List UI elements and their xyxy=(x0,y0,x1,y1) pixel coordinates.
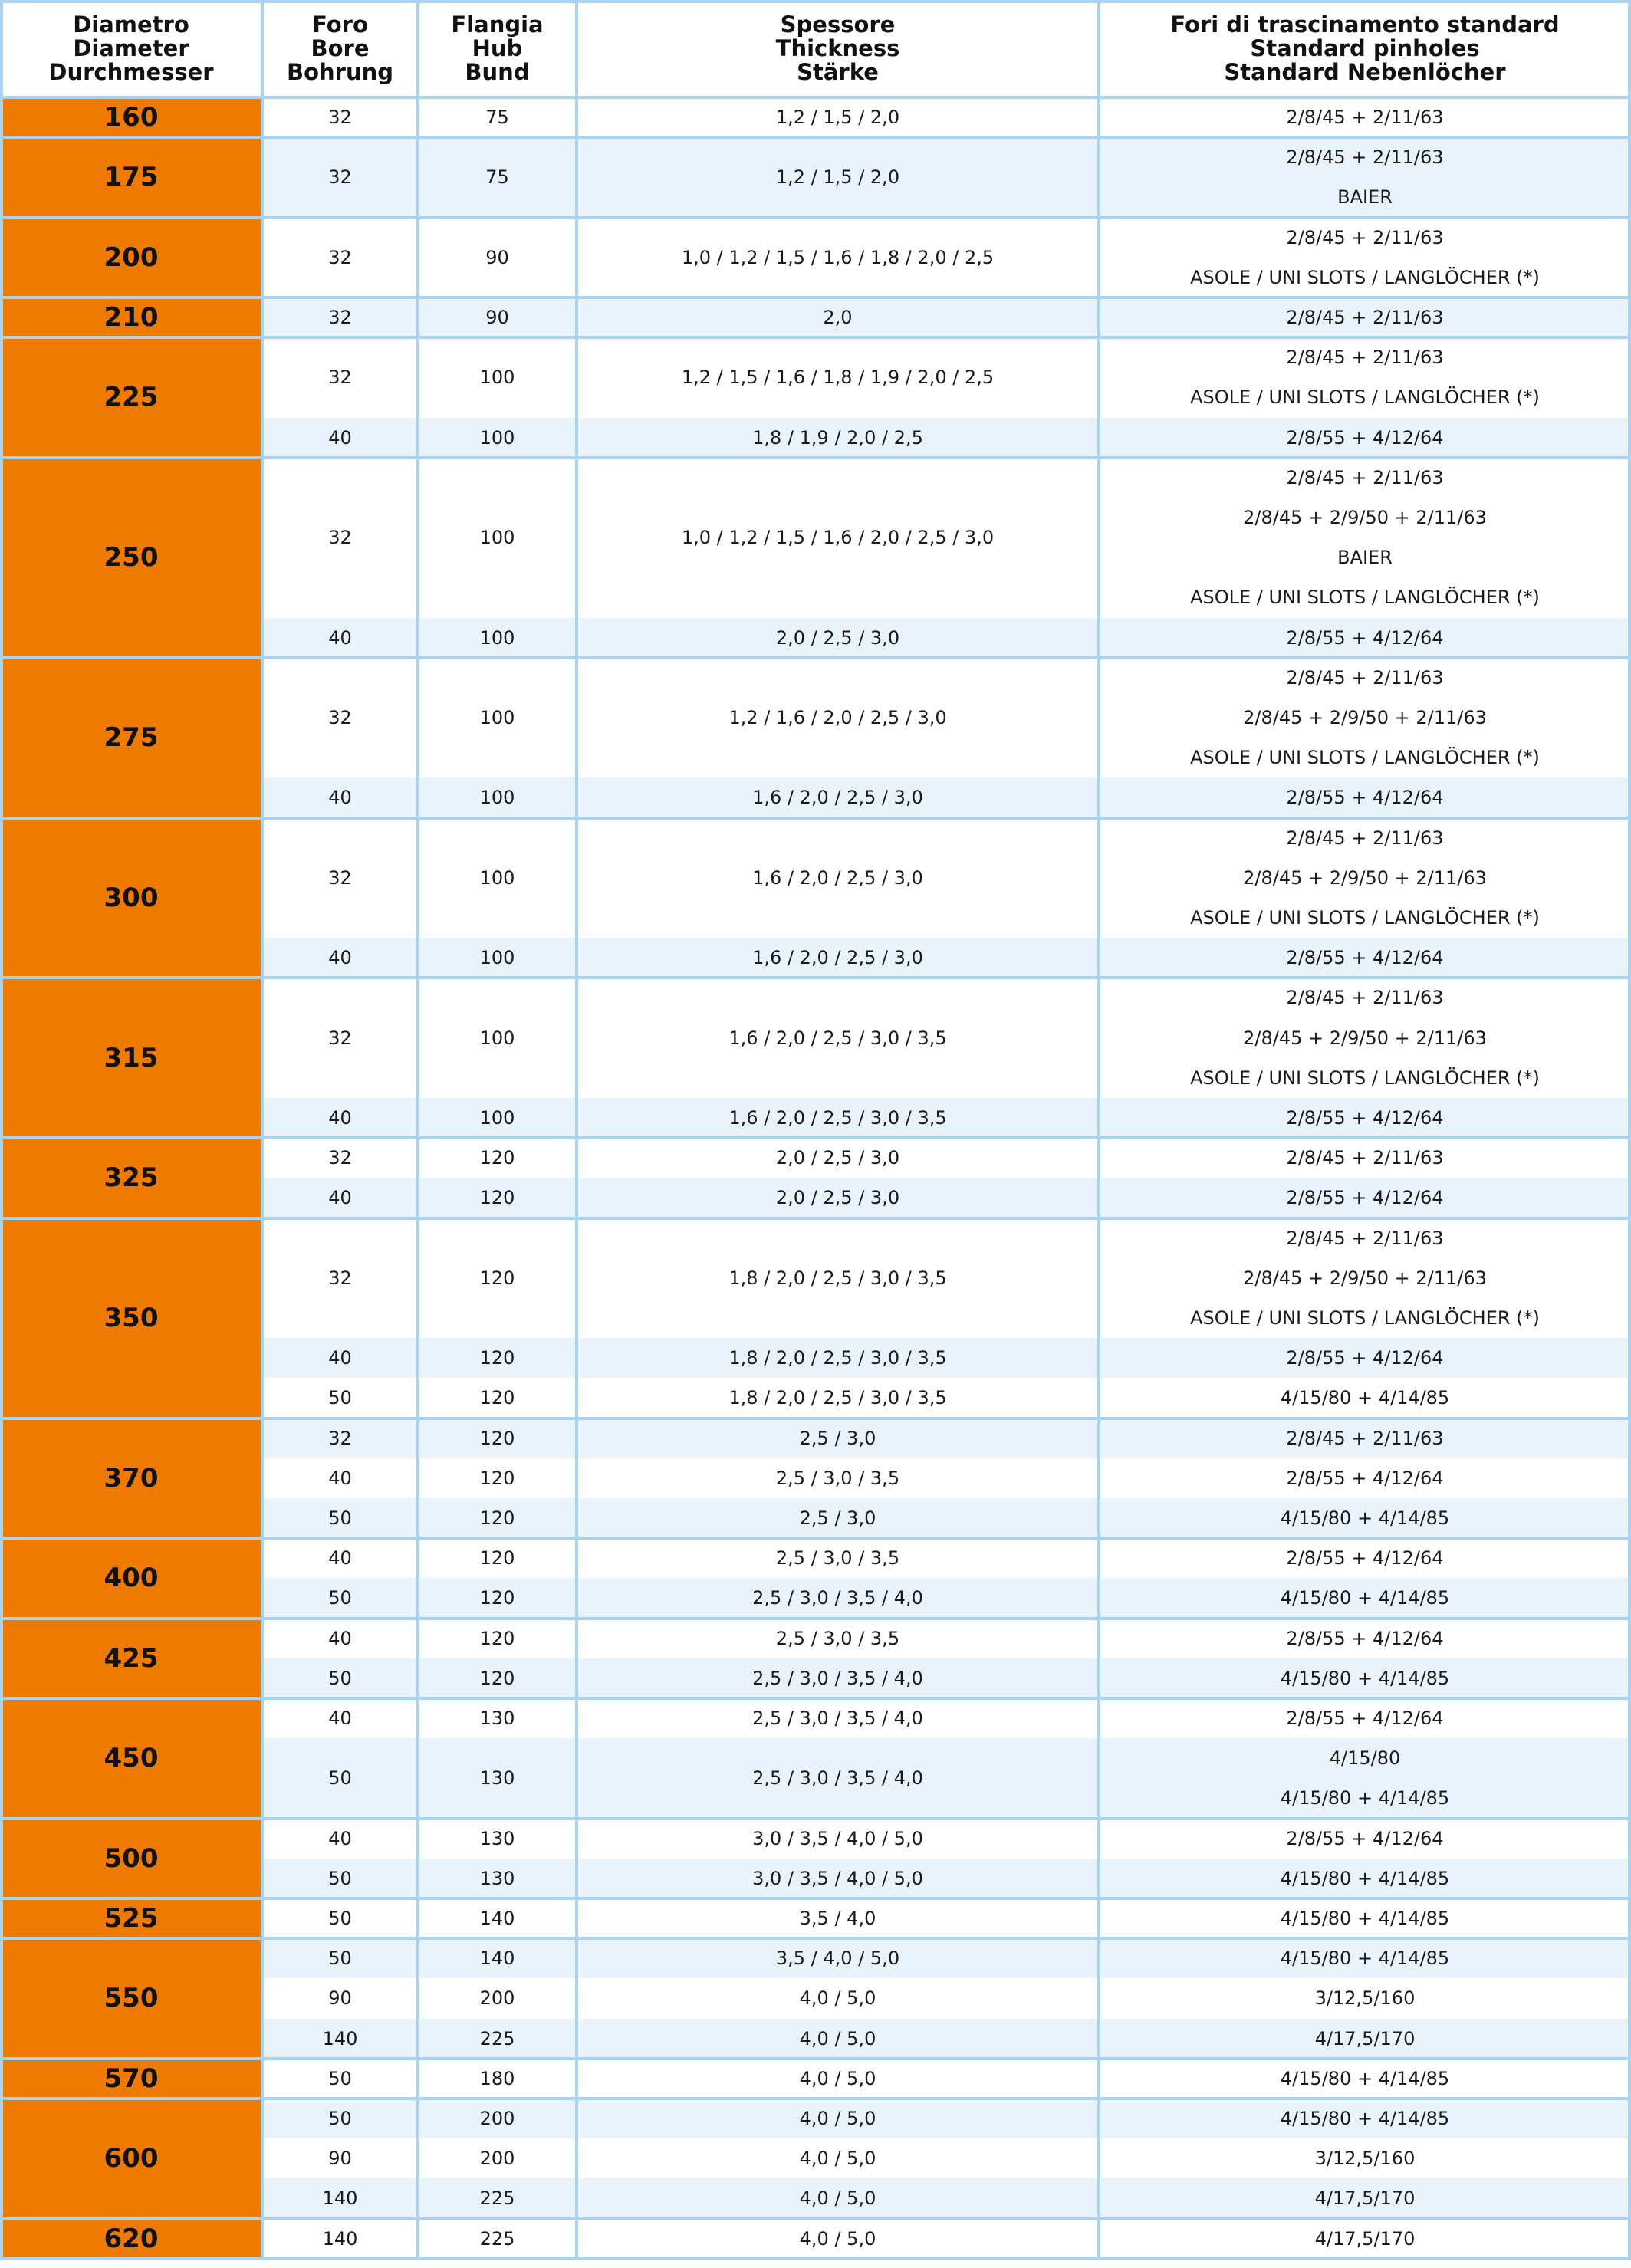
cell-hub: 200 xyxy=(479,2108,515,2130)
cell-hub: 200 xyxy=(479,2148,515,2170)
diameter-value: 210 xyxy=(104,302,159,334)
cell-bore: 32 xyxy=(328,866,352,889)
cell-pinholes: 3/12,5/160 xyxy=(1314,2148,1416,2170)
cell-thickness: 2,5 / 3,0 / 3,5 / 4,0 xyxy=(752,1587,923,1609)
cell-bore: 40 xyxy=(328,1708,352,1730)
cell-bore: 40 xyxy=(328,1547,352,1570)
cell-thickness: 2,5 / 3,0 / 3,5 / 4,0 xyxy=(752,1708,923,1730)
cell-pinholes: 2/8/45 + 2/11/63 xyxy=(1286,107,1444,129)
cell-hub: 100 xyxy=(479,707,515,729)
cell-hub: 120 xyxy=(479,1467,515,1489)
diameter-value: 275 xyxy=(104,722,159,754)
cell-pinholes: 4/15/80 + 4/14/85 xyxy=(1280,1867,1450,1889)
diameter-value: 315 xyxy=(104,1042,159,1073)
cell-pinholes: ASOLE / UNI SLOTS / LANGLÖCHER (*) xyxy=(1190,386,1540,409)
cell-hub: 130 xyxy=(479,1708,515,1730)
cell-hub: 100 xyxy=(479,947,515,969)
cell-pinholes: 4/15/80 xyxy=(1329,1747,1401,1770)
cell-pinholes: 2/8/45 + 2/11/63 xyxy=(1286,226,1444,248)
header-diameter-line: Diameter xyxy=(73,35,189,61)
cell-thickness: 3,0 / 3,5 / 4,0 / 5,0 xyxy=(752,1867,923,1889)
cell-pinholes: 4/15/80 + 4/14/85 xyxy=(1280,2108,1450,2130)
grid-line xyxy=(0,1537,1631,1540)
cell-thickness: 2,5 / 3,0 / 3,5 xyxy=(775,1547,900,1570)
diameter-value: 525 xyxy=(104,1903,159,1934)
cell-thickness: 4,0 / 5,0 xyxy=(799,2027,876,2049)
cell-hub: 120 xyxy=(479,1667,515,1689)
cell-thickness: 1,2 / 1,5 / 2,0 xyxy=(775,166,900,189)
header-thickness-line: Thickness xyxy=(775,35,900,61)
cell-hub: 120 xyxy=(479,1507,515,1530)
cell-pinholes: ASOLE / UNI SLOTS / LANGLÖCHER (*) xyxy=(1190,587,1540,609)
cell-bore: 50 xyxy=(328,1948,352,1970)
cell-pinholes: 4/15/80 + 4/14/85 xyxy=(1280,2067,1450,2089)
cell-hub: 100 xyxy=(479,366,515,389)
cell-pinholes: BAIER xyxy=(1337,547,1393,569)
grid-line xyxy=(0,96,1631,99)
diameter-value: 175 xyxy=(104,162,159,193)
cell-thickness: 1,2 / 1,6 / 2,0 / 2,5 / 3,0 xyxy=(728,707,947,729)
cell-pinholes: 2/8/55 + 4/12/64 xyxy=(1286,1347,1444,1369)
diameter-value: 325 xyxy=(104,1162,159,1194)
cell-bore: 50 xyxy=(328,1387,352,1409)
cell-bore: 40 xyxy=(328,626,352,649)
header-hub xyxy=(418,0,577,97)
cell-pinholes: 3/12,5/160 xyxy=(1314,1987,1416,2010)
cell-hub: 140 xyxy=(479,1908,515,1930)
grid-line xyxy=(416,0,419,2259)
cell-thickness: 2,0 xyxy=(823,307,853,329)
grid-line xyxy=(0,1817,1631,1820)
cell-pinholes: 4/17,5/170 xyxy=(1314,2027,1416,2049)
grid-line xyxy=(0,0,3,2259)
grid-line xyxy=(0,1136,1631,1139)
cell-thickness: 3,5 / 4,0 xyxy=(799,1908,876,1930)
cell-thickness: 4,0 / 5,0 xyxy=(799,2187,876,2210)
cell-pinholes: 2/8/45 + 2/11/63 xyxy=(1286,827,1444,849)
cell-thickness: 1,6 / 2,0 / 2,5 / 3,0 / 3,5 xyxy=(728,1027,947,1049)
cell-bore: 32 xyxy=(328,1427,352,1449)
cell-pinholes: 2/8/55 + 4/12/64 xyxy=(1286,1107,1444,1129)
grid-line xyxy=(0,2097,1631,2100)
cell-thickness: 2,0 / 2,5 / 3,0 xyxy=(775,626,900,649)
cell-hub: 100 xyxy=(479,426,515,449)
cell-bore: 50 xyxy=(328,2108,352,2130)
cell-bore: 32 xyxy=(328,527,352,549)
cell-pinholes: ASOLE / UNI SLOTS / LANGLÖCHER (*) xyxy=(1190,747,1540,769)
cell-bore: 32 xyxy=(328,307,352,329)
grid-line xyxy=(0,216,1631,219)
cell-pinholes: BAIER xyxy=(1337,186,1393,209)
cell-hub: 130 xyxy=(479,1867,515,1889)
header-diameter-line: Diametro xyxy=(73,12,189,38)
cell-pinholes: 4/15/80 + 4/14/85 xyxy=(1280,1667,1450,1689)
cell-pinholes: 2/8/45 + 2/11/63 xyxy=(1286,987,1444,1009)
cell-thickness: 1,2 / 1,5 / 2,0 xyxy=(775,107,900,129)
cell-thickness: 4,0 / 5,0 xyxy=(799,2067,876,2089)
cell-bore: 50 xyxy=(328,1908,352,1930)
cell-thickness: 1,0 / 1,2 / 1,5 / 1,6 / 1,8 / 2,0 / 2,5 xyxy=(681,246,995,268)
grid-line xyxy=(0,296,1631,299)
cell-bore: 140 xyxy=(322,2227,358,2250)
cell-bore: 40 xyxy=(328,1187,352,1209)
grid-line xyxy=(1628,0,1631,2259)
cell-pinholes: ASOLE / UNI SLOTS / LANGLÖCHER (*) xyxy=(1190,907,1540,929)
header-pinholes-line: Standard pinholes xyxy=(1250,35,1480,61)
cell-bore: 40 xyxy=(328,1107,352,1129)
cell-hub: 225 xyxy=(479,2187,515,2210)
cell-thickness: 1,8 / 1,9 / 2,0 / 2,5 xyxy=(752,426,923,449)
cell-pinholes: 2/8/45 + 2/11/63 xyxy=(1286,307,1444,329)
cell-hub: 130 xyxy=(479,1827,515,1849)
header-diameter xyxy=(0,0,262,97)
cell-bore: 50 xyxy=(328,1667,352,1689)
cell-bore: 32 xyxy=(328,1027,352,1049)
cell-pinholes: 4/15/80 + 4/14/85 xyxy=(1280,1587,1450,1609)
cell-bore: 40 xyxy=(328,1827,352,1849)
header-bore xyxy=(262,0,418,97)
diameter-value: 200 xyxy=(104,242,159,273)
cell-bore: 32 xyxy=(328,366,352,389)
cell-bore: 40 xyxy=(328,947,352,969)
diameter-value: 570 xyxy=(104,2063,159,2094)
grid-line xyxy=(0,336,1631,339)
cell-thickness: 2,5 / 3,0 xyxy=(799,1427,876,1449)
diameter-value: 160 xyxy=(104,102,159,133)
cell-pinholes: 2/8/45 + 2/9/50 + 2/11/63 xyxy=(1243,707,1487,729)
cell-bore: 32 xyxy=(328,246,352,268)
header-hub-line: Hub xyxy=(472,35,523,61)
cell-bore: 40 xyxy=(328,787,352,809)
diameter-value: 425 xyxy=(104,1642,159,1674)
diameter-value: 350 xyxy=(104,1303,159,1334)
diameter-value: 370 xyxy=(104,1462,159,1494)
cell-pinholes: 2/8/45 + 2/11/63 xyxy=(1286,347,1444,369)
cell-hub: 120 xyxy=(479,1347,515,1369)
cell-pinholes: 4/17,5/170 xyxy=(1314,2227,1416,2250)
cell-hub: 120 xyxy=(479,1627,515,1649)
cell-thickness: 3,0 / 3,5 / 4,0 / 5,0 xyxy=(752,1827,923,1849)
cell-pinholes: 2/8/55 + 4/12/64 xyxy=(1286,947,1444,969)
grid-line xyxy=(0,2257,1631,2260)
header-bore-line: Foro xyxy=(312,12,368,38)
cell-hub: 120 xyxy=(479,1387,515,1409)
cell-pinholes: 2/8/55 + 4/12/64 xyxy=(1286,1187,1444,1209)
cell-hub: 100 xyxy=(479,1027,515,1049)
cell-thickness: 1,8 / 2,0 / 2,5 / 3,0 / 3,5 xyxy=(728,1347,947,1369)
diameter-value: 500 xyxy=(104,1842,159,1874)
cell-pinholes: 2/8/55 + 4/12/64 xyxy=(1286,426,1444,449)
grid-line xyxy=(261,0,264,2259)
cell-bore: 32 xyxy=(328,107,352,129)
cell-thickness: 1,6 / 2,0 / 2,5 / 3,0 xyxy=(752,947,923,969)
cell-thickness: 1,2 / 1,5 / 1,6 / 1,8 / 1,9 / 2,0 / 2,5 xyxy=(681,366,995,389)
cell-pinholes: 2/8/45 + 2/9/50 + 2/11/63 xyxy=(1243,866,1487,889)
cell-pinholes: 2/8/45 + 2/9/50 + 2/11/63 xyxy=(1243,1027,1487,1049)
cell-hub: 180 xyxy=(479,2067,515,2089)
header-thickness-line: Spessore xyxy=(780,12,896,38)
cell-thickness: 4,0 / 5,0 xyxy=(799,2108,876,2130)
cell-pinholes: 2/8/55 + 4/12/64 xyxy=(1286,626,1444,649)
cell-pinholes: 2/8/45 + 2/9/50 + 2/11/63 xyxy=(1243,1267,1487,1289)
cell-bore: 40 xyxy=(328,1627,352,1649)
cell-bore: 90 xyxy=(328,1987,352,2010)
grid-line xyxy=(0,136,1631,139)
header-pinholes-line: Standard Nebenlöcher xyxy=(1224,59,1506,85)
cell-thickness: 2,5 / 3,0 xyxy=(799,1507,876,1530)
cell-bore: 32 xyxy=(328,707,352,729)
header-diameter-line: Durchmesser xyxy=(48,59,214,85)
diameter-value: 400 xyxy=(104,1563,159,1594)
cell-pinholes: 4/15/80 + 4/14/85 xyxy=(1280,1787,1450,1809)
diameter-value: 550 xyxy=(104,1983,159,2014)
cell-bore: 40 xyxy=(328,1347,352,1369)
cell-thickness: 2,5 / 3,0 / 3,5 / 4,0 xyxy=(752,1767,923,1790)
grid-line xyxy=(0,1897,1631,1900)
diameter-value: 300 xyxy=(104,882,159,913)
cell-pinholes: 2/8/55 + 4/12/64 xyxy=(1286,787,1444,809)
cell-thickness: 4,0 / 5,0 xyxy=(799,2148,876,2170)
grid-line xyxy=(0,1417,1631,1420)
cell-pinholes: 2/8/55 + 4/12/64 xyxy=(1286,1547,1444,1570)
cell-pinholes: 2/8/45 + 2/11/63 xyxy=(1286,666,1444,689)
cell-bore: 50 xyxy=(328,1867,352,1889)
cell-hub: 120 xyxy=(479,1267,515,1289)
diameter-value: 620 xyxy=(104,2223,159,2254)
cell-bore: 40 xyxy=(328,1467,352,1489)
cell-pinholes: 2/8/55 + 4/12/64 xyxy=(1286,1827,1444,1849)
cell-pinholes: 4/15/80 + 4/14/85 xyxy=(1280,1507,1450,1530)
cell-thickness: 2,5 / 3,0 / 3,5 / 4,0 xyxy=(752,1667,923,1689)
cell-hub: 200 xyxy=(479,1987,515,2010)
grid-line xyxy=(0,1217,1631,1220)
cell-pinholes: 2/8/45 + 2/11/63 xyxy=(1286,466,1444,488)
cell-thickness: 1,8 / 2,0 / 2,5 / 3,0 / 3,5 xyxy=(728,1267,947,1289)
cell-pinholes: ASOLE / UNI SLOTS / LANGLÖCHER (*) xyxy=(1190,1067,1540,1089)
cell-pinholes: 2/8/45 + 2/11/63 xyxy=(1286,1147,1444,1169)
cell-hub: 140 xyxy=(479,1948,515,1970)
cell-thickness: 1,0 / 1,2 / 1,5 / 1,6 / 2,0 / 2,5 / 3,0 xyxy=(681,527,995,549)
cell-pinholes: 2/8/45 + 2/9/50 + 2/11/63 xyxy=(1243,507,1487,529)
cell-hub: 100 xyxy=(479,1107,515,1129)
cell-hub: 225 xyxy=(479,2227,515,2250)
cell-pinholes: 4/15/80 + 4/14/85 xyxy=(1280,1948,1450,1970)
cell-thickness: 2,5 / 3,0 / 3,5 xyxy=(775,1467,900,1489)
diameter-value: 250 xyxy=(104,542,159,574)
grid-line xyxy=(0,1617,1631,1620)
cell-thickness: 3,5 / 4,0 / 5,0 xyxy=(775,1948,900,1970)
cell-pinholes: ASOLE / UNI SLOTS / LANGLÖCHER (*) xyxy=(1190,1307,1540,1330)
cell-pinholes: 4/15/80 + 4/14/85 xyxy=(1280,1908,1450,1930)
grid-line xyxy=(575,0,578,2259)
cell-hub: 130 xyxy=(479,1767,515,1790)
cell-pinholes: 2/8/55 + 4/12/64 xyxy=(1286,1467,1444,1489)
cell-hub: 225 xyxy=(479,2027,515,2049)
cell-hub: 120 xyxy=(479,1427,515,1449)
header-hub-line: Flangia xyxy=(451,12,544,38)
cell-hub: 100 xyxy=(479,626,515,649)
header-bore-line: Bore xyxy=(311,35,370,61)
cell-hub: 90 xyxy=(485,307,509,329)
grid-line xyxy=(0,656,1631,659)
cell-bore: 50 xyxy=(328,1587,352,1609)
grid-line xyxy=(0,2057,1631,2060)
cell-hub: 100 xyxy=(479,787,515,809)
grid-line xyxy=(0,1937,1631,1940)
cell-bore: 50 xyxy=(328,1767,352,1790)
header-hub-line: Bund xyxy=(465,59,530,85)
cell-thickness: 1,6 / 2,0 / 2,5 / 3,0 xyxy=(752,787,923,809)
cell-thickness: 4,0 / 5,0 xyxy=(799,2227,876,2250)
cell-bore: 50 xyxy=(328,1507,352,1530)
cell-bore: 90 xyxy=(328,2148,352,2170)
cell-thickness: 1,8 / 2,0 / 2,5 / 3,0 / 3,5 xyxy=(728,1387,947,1409)
cell-pinholes: 2/8/55 + 4/12/64 xyxy=(1286,1708,1444,1730)
cell-hub: 100 xyxy=(479,866,515,889)
cell-hub: 100 xyxy=(479,527,515,549)
cell-pinholes: 2/8/45 + 2/11/63 xyxy=(1286,1227,1444,1249)
grid-line xyxy=(0,2217,1631,2220)
diameter-value: 225 xyxy=(104,382,159,413)
grid-line xyxy=(1097,0,1100,2259)
header-pinholes xyxy=(1099,0,1631,97)
cell-pinholes: 4/17,5/170 xyxy=(1314,2187,1416,2210)
cell-hub: 120 xyxy=(479,1187,515,1209)
cell-bore: 40 xyxy=(328,426,352,449)
cell-hub: 120 xyxy=(479,1547,515,1570)
cell-bore: 140 xyxy=(322,2187,358,2210)
cell-bore: 50 xyxy=(328,2067,352,2089)
header-thickness-line: Stärke xyxy=(797,59,879,85)
cell-bore: 32 xyxy=(328,1267,352,1289)
cell-pinholes: 4/15/80 + 4/14/85 xyxy=(1280,1387,1450,1409)
grid-line xyxy=(0,0,1631,3)
cell-hub: 75 xyxy=(485,166,509,189)
cell-bore: 32 xyxy=(328,166,352,189)
cell-thickness: 2,0 / 2,5 / 3,0 xyxy=(775,1187,900,1209)
grid-line xyxy=(0,1697,1631,1700)
cell-pinholes: 2/8/45 + 2/11/63 xyxy=(1286,146,1444,169)
cell-thickness: 1,6 / 2,0 / 2,5 / 3,0 / 3,5 xyxy=(728,1107,947,1129)
cell-bore: 140 xyxy=(322,2027,358,2049)
cell-thickness: 2,0 / 2,5 / 3,0 xyxy=(775,1147,900,1169)
cell-hub: 75 xyxy=(485,107,509,129)
cell-hub: 90 xyxy=(485,246,509,268)
cell-pinholes: ASOLE / UNI SLOTS / LANGLÖCHER (*) xyxy=(1190,266,1540,288)
cell-pinholes: 2/8/45 + 2/11/63 xyxy=(1286,1427,1444,1449)
grid-line xyxy=(0,817,1631,820)
header-pinholes-line: Fori di trascinamento standard xyxy=(1170,12,1560,38)
cell-thickness: 2,5 / 3,0 / 3,5 xyxy=(775,1627,900,1649)
grid-line xyxy=(0,456,1631,459)
grid-line xyxy=(0,976,1631,979)
cell-hub: 120 xyxy=(479,1587,515,1609)
diameter-value: 600 xyxy=(104,2143,159,2174)
cell-thickness: 4,0 / 5,0 xyxy=(799,1987,876,2010)
header-thickness xyxy=(577,0,1099,97)
header-bore-line: Bohrung xyxy=(286,59,394,85)
cell-thickness: 1,6 / 2,0 / 2,5 / 3,0 xyxy=(752,866,923,889)
cell-bore: 32 xyxy=(328,1147,352,1169)
cell-hub: 120 xyxy=(479,1147,515,1169)
cell-pinholes: 2/8/55 + 4/12/64 xyxy=(1286,1627,1444,1649)
diameter-value: 450 xyxy=(104,1743,159,1774)
